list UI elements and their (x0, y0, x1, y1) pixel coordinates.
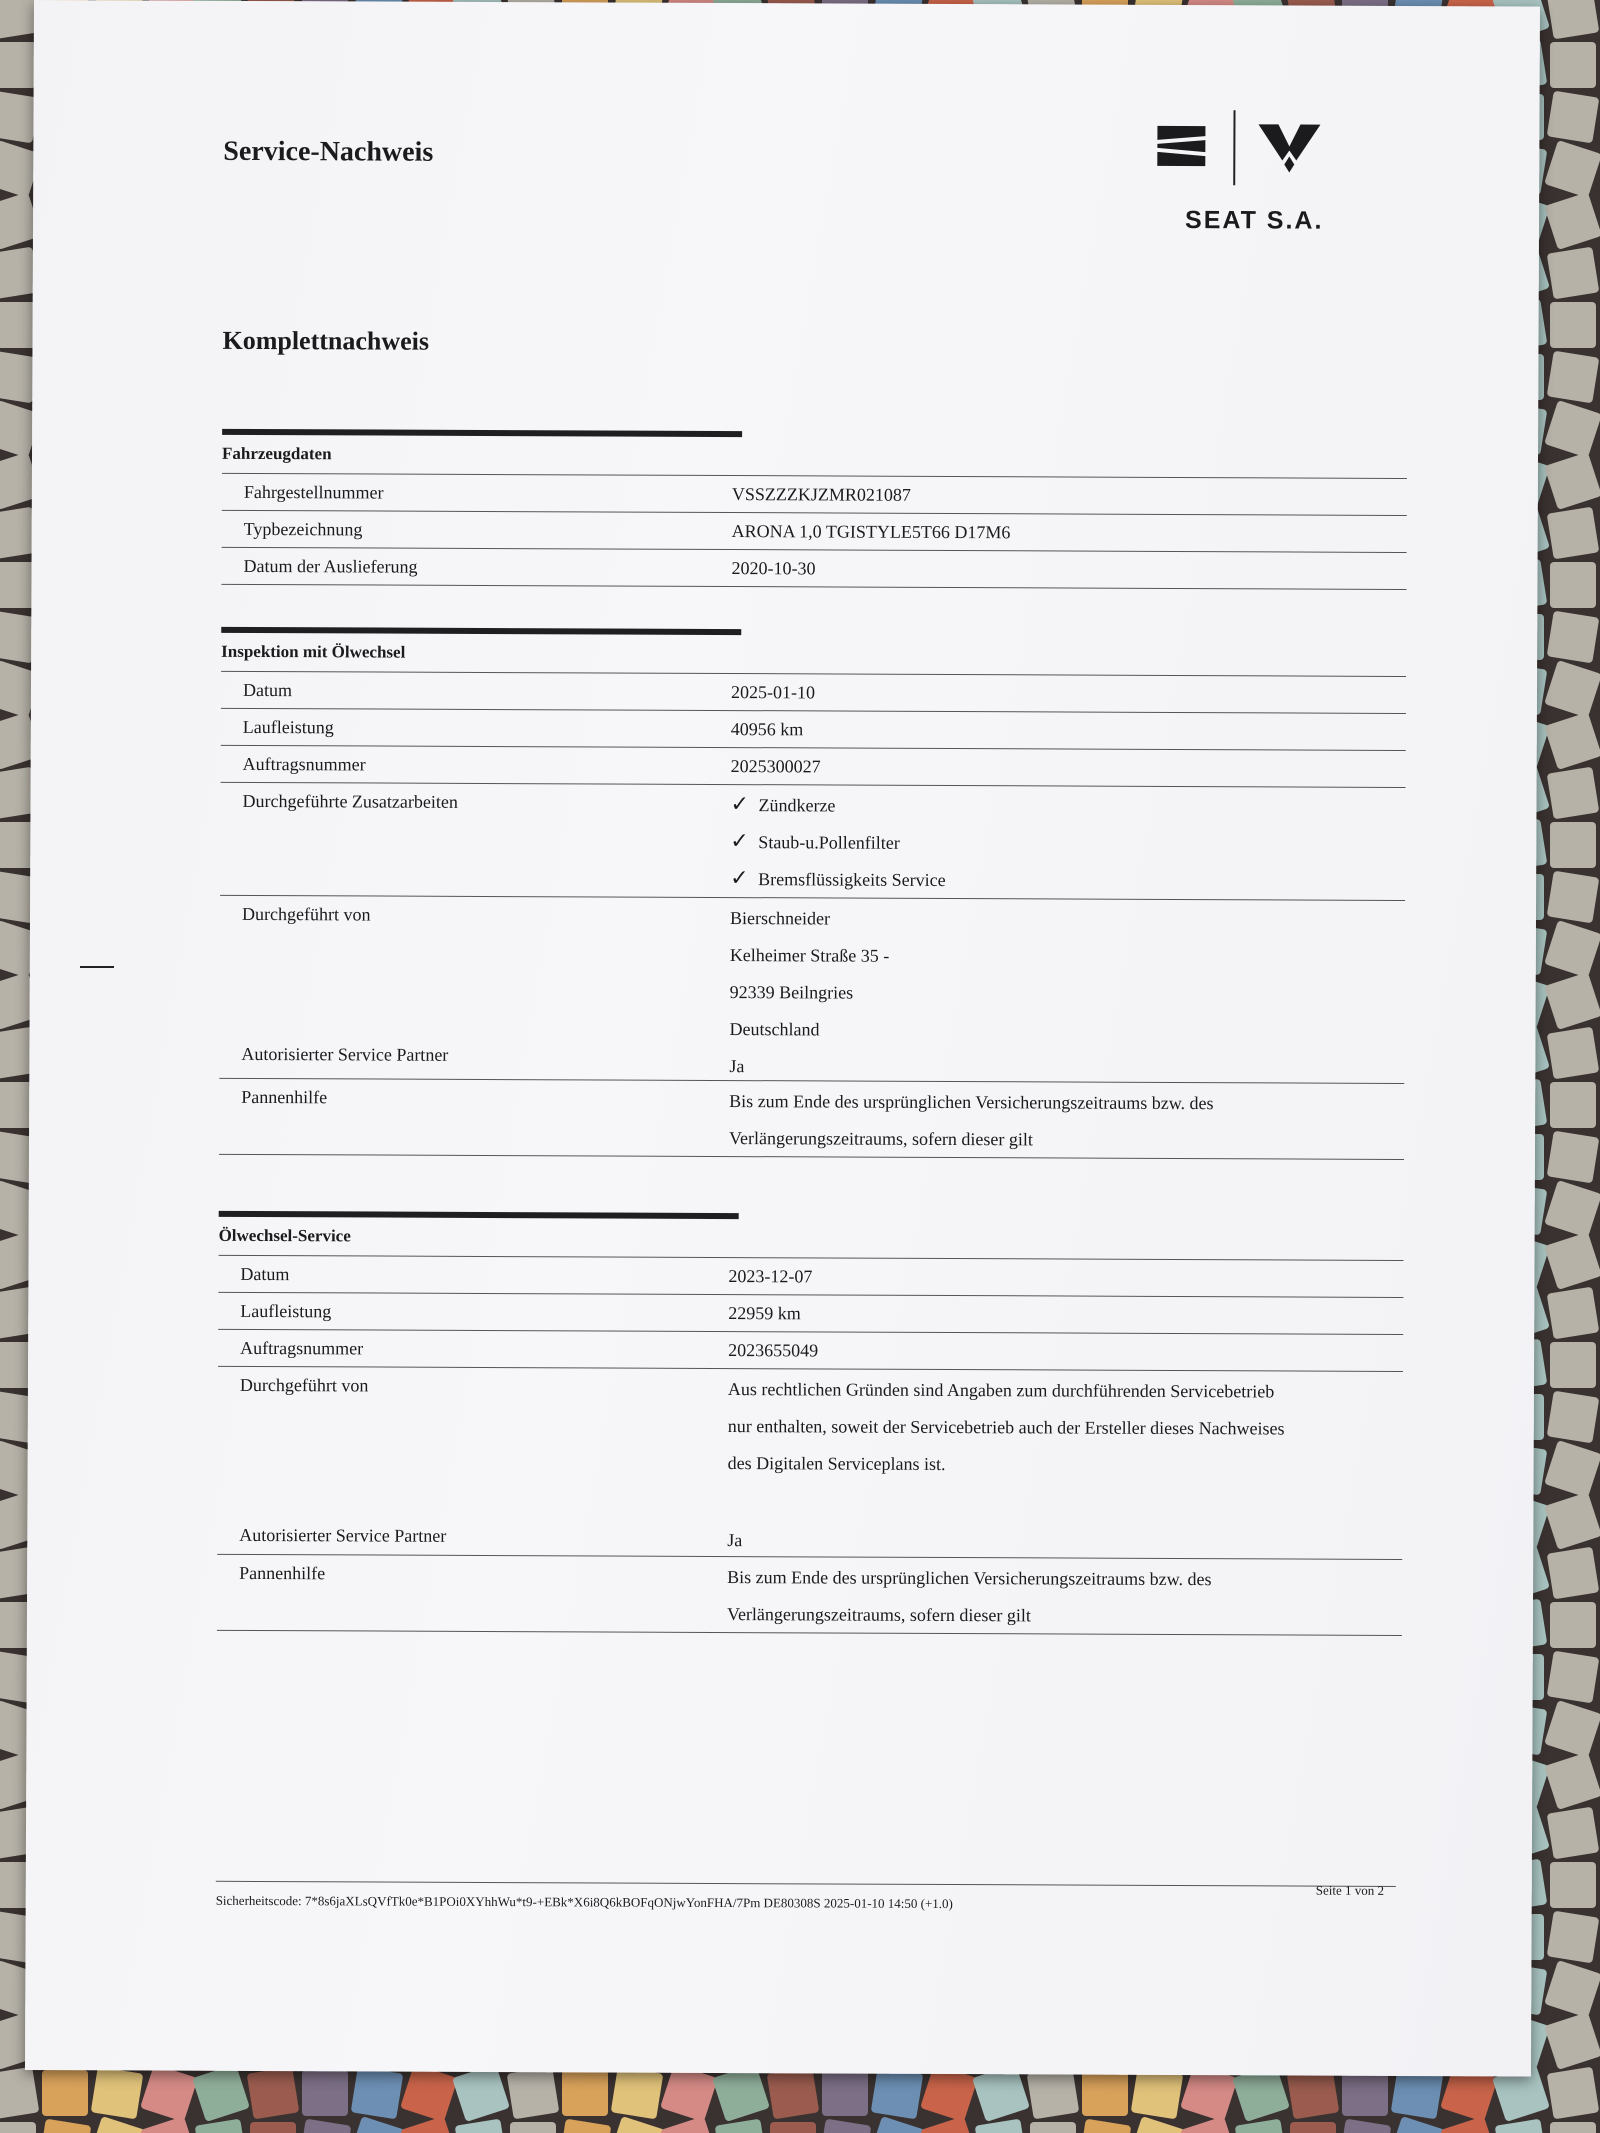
background-tile (507, 2067, 560, 2120)
section-heading: Inspektion mit Ölwechsel (221, 633, 1406, 677)
table-row (221, 746, 1406, 788)
table-row (221, 709, 1406, 751)
check-icon: ✓ (730, 866, 749, 892)
background-tile (1547, 767, 1600, 820)
document-page (25, 0, 1540, 2077)
background-tile (39, 2119, 92, 2133)
background-tile (1544, 1700, 1600, 1758)
margin-mark (80, 966, 114, 968)
background-tile (770, 2122, 816, 2133)
table-row (219, 896, 1405, 1084)
text-line: des Digitalen Serviceplans ist. (727, 1453, 946, 1474)
background-tile (1128, 2116, 1186, 2133)
background-tile (559, 2119, 612, 2133)
background-tile (1547, 1547, 1600, 1600)
row-value: ARONA 1,0 TGISTYLE5T66 D17M6 (731, 521, 1011, 543)
background-tile (1544, 920, 1600, 978)
row-value: 2023655049 (728, 1340, 819, 1361)
background-tile (1547, 507, 1600, 560)
row-label: Auftragsnummer (242, 753, 366, 775)
background-tile (1544, 1960, 1600, 2018)
table-row (218, 1293, 1403, 1335)
background-tile (1550, 1862, 1596, 1908)
background-tile (1544, 140, 1600, 198)
background-tile (400, 2116, 458, 2133)
brand-name: SEAT S.A. (1184, 206, 1324, 235)
background-tile (455, 2119, 508, 2133)
background-tile (562, 2070, 608, 2116)
text-line: nur enthalten, soweit der Servicebetrieb auch der Ersteller dieses Nachweises (727, 1416, 1285, 1439)
section-oelwechsel (217, 1211, 1404, 1636)
background-tile (1180, 2116, 1238, 2133)
text-line: Verlängerungszeitraums, sofern dieser gilt (728, 1128, 1033, 1150)
list-item (730, 793, 1405, 833)
background-tile (871, 2067, 924, 2120)
background-tile (351, 2067, 404, 2120)
background-tile (975, 2119, 1028, 2133)
background-tile (192, 2064, 250, 2122)
table-row (222, 511, 1407, 553)
text-line: Aus rechtlichen Gründen sind Angaben zum durchführenden Servicebetrieb (727, 1379, 1275, 1402)
row-value: VSSZZZKJZMR021087 (731, 484, 911, 505)
seat-logo-icon (1153, 122, 1209, 170)
background-tile (348, 2116, 406, 2133)
background-tile (140, 2116, 198, 2133)
background-tile (1547, 611, 1600, 664)
background-tile (510, 2122, 556, 2133)
background-tile (1547, 1911, 1600, 1964)
background-tile (1550, 2122, 1596, 2133)
row-label: Pannenhilfe (241, 1086, 328, 1108)
background-tile (1547, 871, 1600, 924)
background-tile (42, 2070, 88, 2116)
row-value: 2025300027 (730, 756, 821, 777)
background-tile (1544, 452, 1600, 510)
section-fahrzeugdaten (221, 429, 1407, 590)
background-tile (299, 2119, 352, 2133)
check-icon: ✓ (730, 829, 749, 855)
section-inspektion (219, 627, 1406, 1160)
row-label-text: Durchgeführt von (239, 1374, 369, 1396)
row-value (727, 1557, 1402, 1635)
list-item-label: Zündkerze (758, 795, 836, 816)
background-tile (0, 42, 36, 88)
background-tile (1550, 822, 1596, 868)
background-tile (1495, 2119, 1548, 2133)
background-tile (1388, 2116, 1446, 2133)
row-value: 2023-12-07 (728, 1266, 813, 1287)
row-label: Datum (242, 679, 293, 701)
table-row (222, 474, 1407, 516)
row-label: Fahrgestellnummer (243, 481, 384, 503)
text-line: Bis zum Ende des ursprünglichen Versicherungszeitraums bzw. des (727, 1567, 1212, 1590)
background-tile (1030, 2122, 1076, 2133)
text-line: Verlängerungszeitraums, sofern dieser gilt (726, 1604, 1031, 1626)
row-value: 22959 km (728, 1303, 801, 1324)
text-line: Ja (729, 1056, 745, 1077)
table-row (221, 548, 1406, 590)
background-tile (1079, 2119, 1132, 2133)
background-tile (1544, 712, 1600, 770)
background-tile (1550, 1342, 1596, 1388)
background-tile (302, 2070, 348, 2116)
row-label (219, 896, 730, 1080)
list-item (730, 830, 1405, 870)
background-tile (1544, 192, 1600, 250)
section-heading: Fahrzeugdaten (222, 435, 1407, 479)
text-line: Bis zum Ende des ursprünglichen Versicherungszeitraums bzw. des (729, 1091, 1214, 1114)
background-tile (1544, 1232, 1600, 1290)
table-row (218, 1256, 1403, 1298)
background-tile (91, 2067, 144, 2120)
background-tile (1547, 247, 1600, 300)
background-tile (611, 2067, 664, 2120)
background-tile (1547, 91, 1600, 144)
text-line: Ja (727, 1530, 743, 1551)
background-tile (1547, 2067, 1600, 2120)
row-value (729, 1081, 1404, 1159)
table-row (219, 1079, 1404, 1160)
security-code: Sicherheitscode: 7*8s6jaXLsQVfTk0e*B1POi0XYhhWu*t9-+EBk*X6i8Q6kBOFqONjwYonFHA/7Pm DE80308S 2025-01-10 14:50 (+1.0) (215, 1892, 953, 1912)
background-tile (660, 2116, 718, 2133)
background-tile (1544, 972, 1600, 1030)
document-subtitle: Komplettnachweis (222, 325, 430, 356)
background-tile (1547, 1287, 1600, 1340)
background-tile (1547, 0, 1600, 39)
background-tile (1547, 1651, 1600, 1704)
background-tile (1547, 1391, 1600, 1444)
background-tile (195, 2119, 248, 2133)
background-tile (1544, 1752, 1600, 1810)
row-label-text: Durchgeführt von (241, 903, 371, 925)
background-tile (1544, 2012, 1600, 2070)
row-value (729, 898, 1405, 1083)
background-tile (1544, 1492, 1600, 1550)
background-tile (1440, 2116, 1498, 2133)
background-tile (250, 2122, 296, 2133)
page-number: Seite 1 von 2 (1315, 1882, 1385, 1898)
row-label: Durchgeführte Zusatzarbeiten (242, 790, 458, 812)
footer-divider (216, 1881, 1396, 1887)
list-item-label: Bremsflüssigkeits Service (758, 869, 946, 890)
background-tile (0, 2122, 36, 2133)
table-row (220, 783, 1405, 901)
table-row (217, 1367, 1403, 1560)
background-tile (1082, 2070, 1128, 2116)
row-value: 40956 km (730, 719, 804, 740)
background-tile (140, 2064, 198, 2122)
row-label: Pannenhilfe (239, 1562, 326, 1584)
background-tile (767, 2067, 820, 2120)
background-tile (920, 2116, 978, 2133)
background-tile (1547, 1131, 1600, 1184)
text-line: Bierschneider (729, 908, 831, 929)
background-tile (1550, 562, 1596, 608)
background-tile (0, 302, 36, 348)
row-value: 2025-01-10 (730, 682, 816, 703)
page-title: Service-Nachweis (223, 135, 434, 168)
background-tile (1547, 1027, 1600, 1080)
background-tile (819, 2119, 872, 2133)
brand-logo (1153, 110, 1384, 246)
background-tile (88, 2116, 146, 2133)
check-icon: ✓ (730, 792, 749, 818)
row-label: Auftragsnummer (240, 1337, 364, 1359)
background-tile (247, 2067, 300, 2120)
row-value (730, 785, 1405, 900)
background-tile (608, 2116, 666, 2133)
background-tile (1544, 660, 1600, 718)
row-label: Laufleistung (242, 716, 334, 738)
background-tile (1544, 1180, 1600, 1238)
table-row (221, 672, 1406, 714)
row-label: Datum (240, 1263, 290, 1285)
background-tile (1550, 42, 1596, 88)
text-line: Kelheimer Straße 35 - (729, 945, 890, 966)
background-tile (868, 2116, 926, 2133)
row-label (217, 1367, 728, 1556)
background-tile (1550, 1082, 1596, 1128)
background-tile (1547, 1807, 1600, 1860)
table-row (217, 1555, 1402, 1636)
row-value (727, 1369, 1403, 1559)
background-tile (1550, 302, 1596, 348)
background-tile (1550, 1602, 1596, 1648)
text-line: 92339 Beilngries (729, 982, 854, 1003)
row-label-text: Autorisierter Service Partner (239, 1524, 447, 1546)
background-tile (1342, 2070, 1388, 2116)
list-item-label: Staub-u.Pollenfilter (758, 832, 900, 853)
section-heading: Ölwechsel-Service (219, 1217, 1404, 1261)
text-line: Deutschland (729, 1019, 820, 1040)
background-tile (1547, 351, 1600, 404)
row-label: Laufleistung (240, 1300, 332, 1322)
background-tile (1339, 2119, 1392, 2133)
background-tile (400, 2064, 458, 2122)
row-value: 2020-10-30 (731, 558, 816, 579)
list-item (730, 867, 1405, 900)
background-tile (1544, 400, 1600, 458)
background-tile (1027, 2067, 1080, 2120)
row-label: Datum der Auslieferung (243, 555, 418, 577)
row-label-text: Autorisierter Service Partner (241, 1043, 449, 1065)
logo-separator (1233, 110, 1235, 185)
background-tile (1544, 1440, 1600, 1498)
background-tile (0, 2067, 39, 2120)
table-row (218, 1330, 1403, 1372)
row-label: Typbezeichnung (243, 518, 363, 540)
background-tile (715, 2119, 768, 2133)
cupra-logo-icon (1256, 120, 1322, 174)
background-tile (1235, 2119, 1288, 2133)
background-tile (822, 2070, 868, 2116)
background-tile (1290, 2122, 1336, 2133)
background-tile (452, 2064, 510, 2122)
